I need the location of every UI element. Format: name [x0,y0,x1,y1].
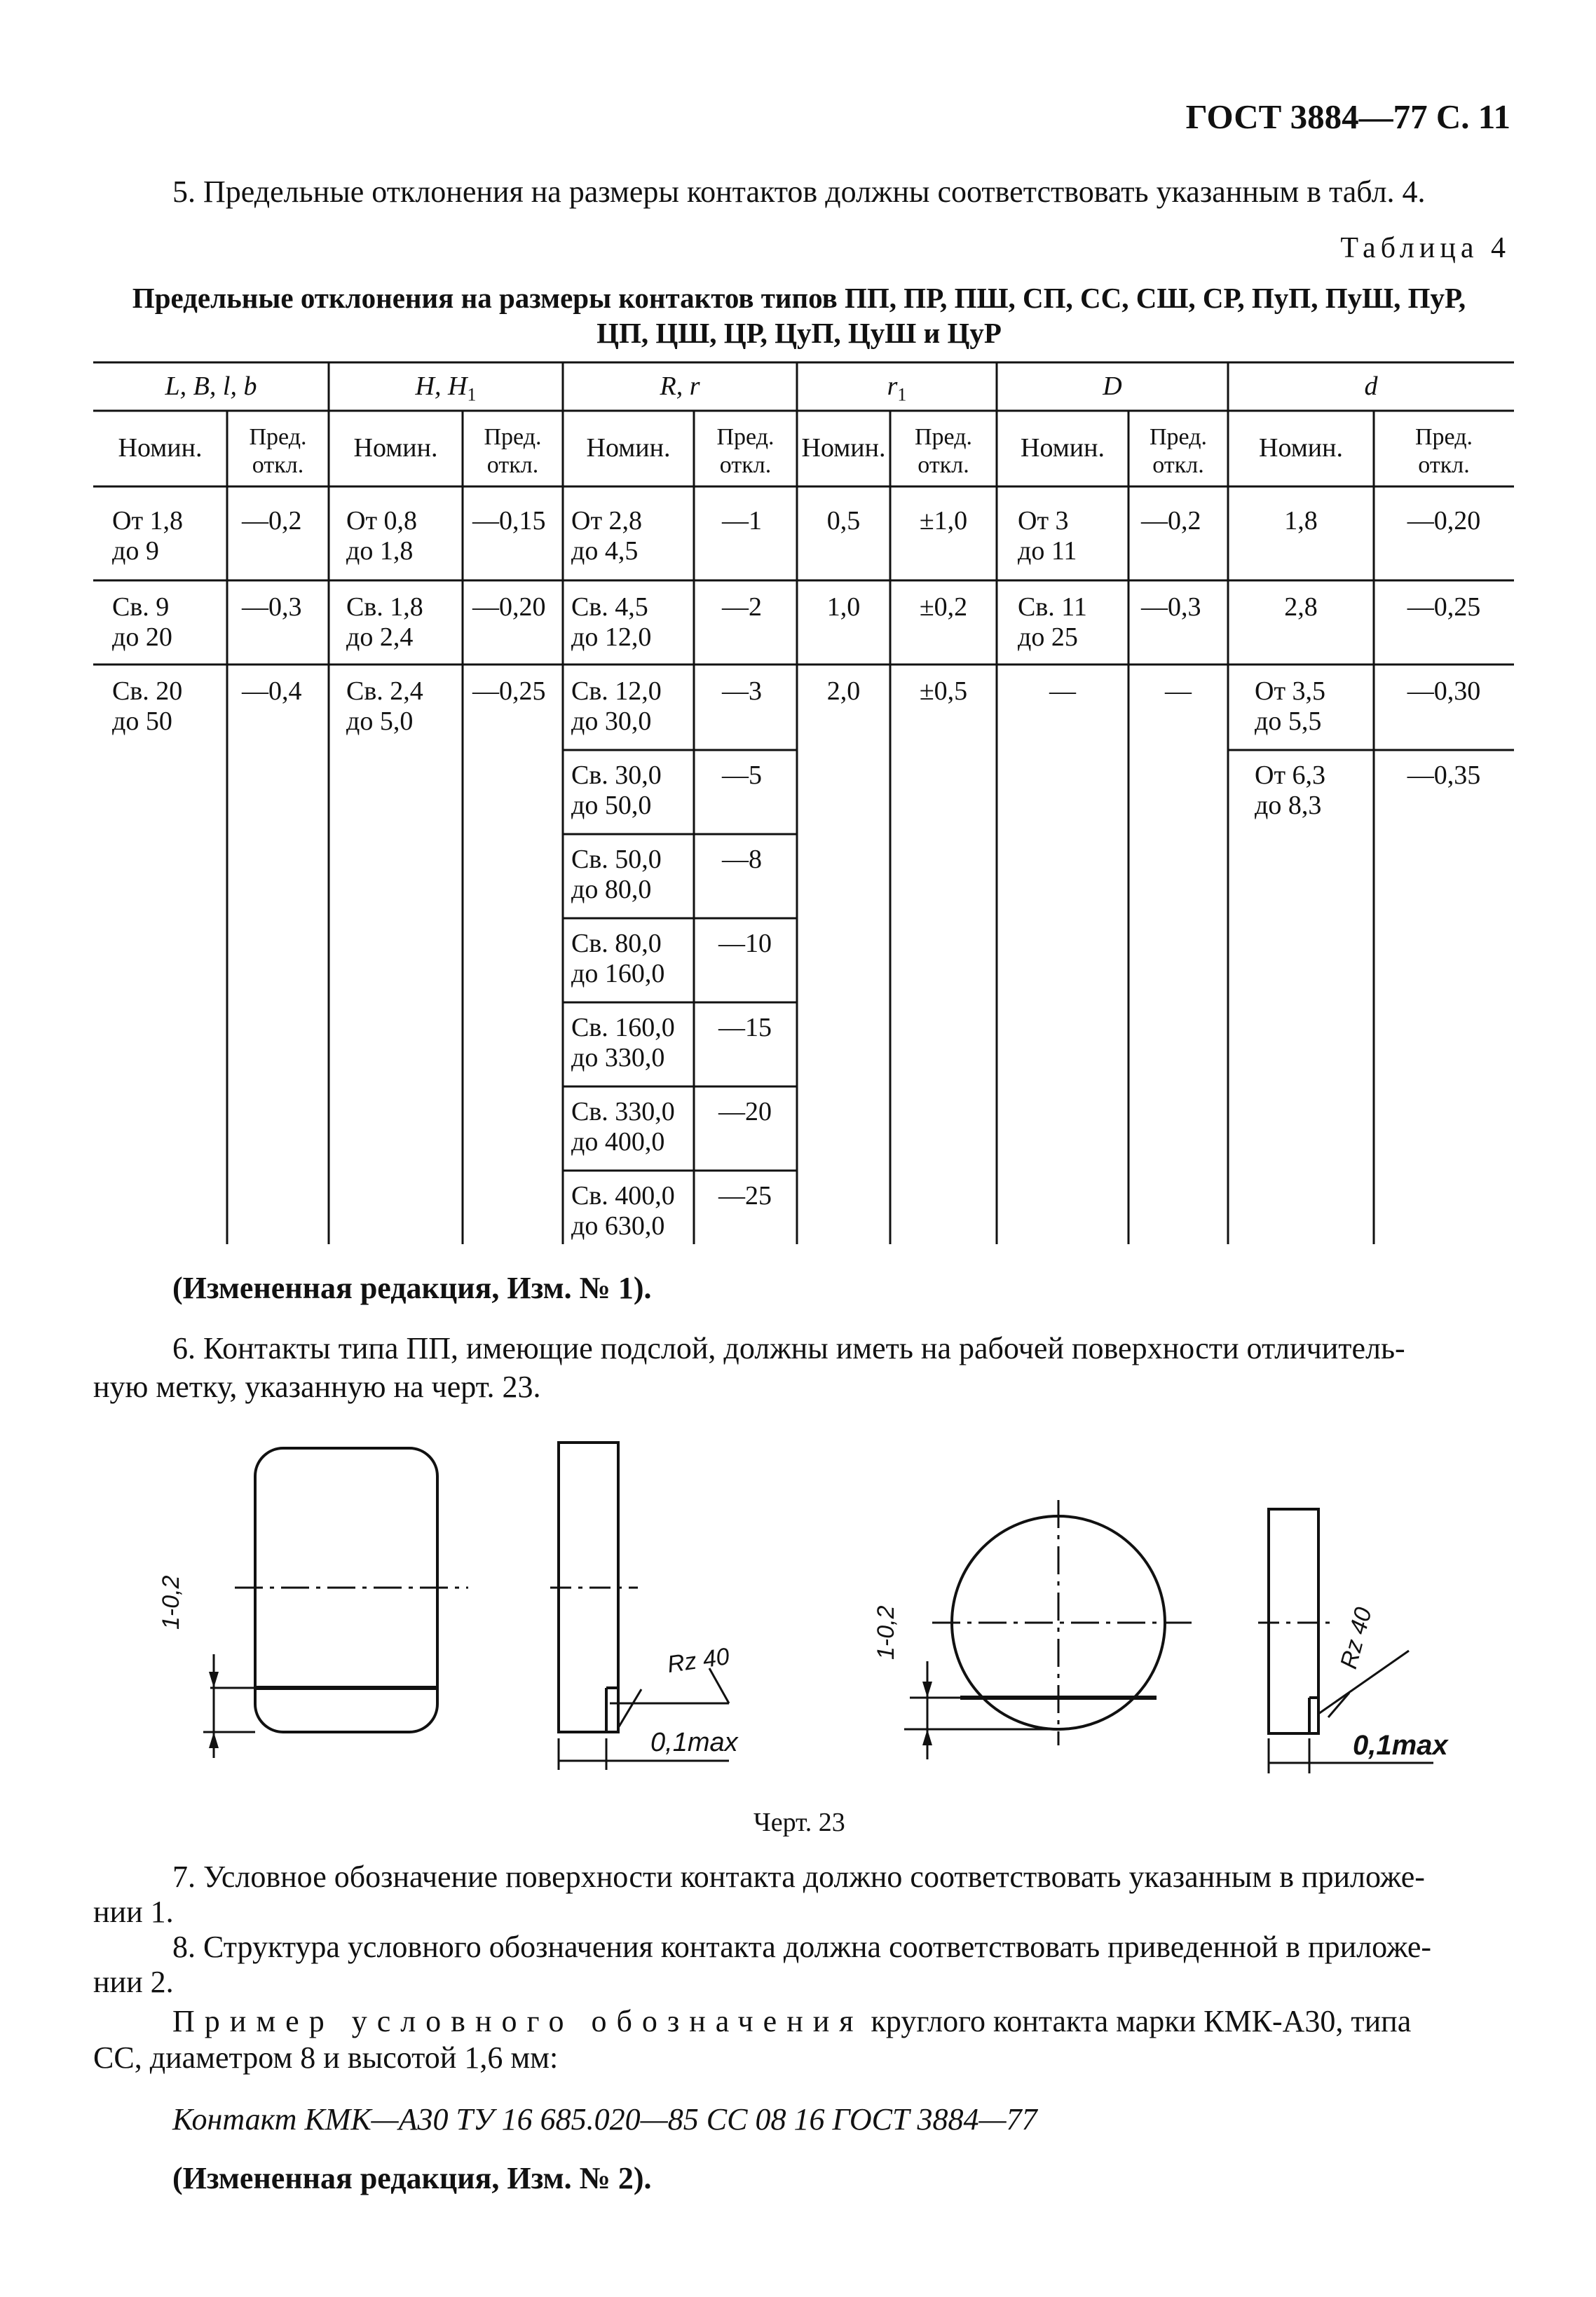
table-cell: —15 [718,1013,772,1042]
table-cell: Св. 4,5 до 12,0 [571,592,652,652]
paragraph-6-line-1: 6. Контакты типа ПП, имеющие подслой, должны иметь на рабочей поверхности отличитель- [172,1331,1405,1365]
table-cell: 2,8 [1284,592,1318,622]
paragraph-5: 5. Предельные отклонения на размеры контактов должны соответствовать указанным в табл. 4. [172,175,1426,209]
table-cell: Св. 11 до 25 [1018,592,1087,652]
table-cell: 1,8 [1284,506,1318,536]
subheader-nom: Номин. [1021,433,1105,463]
table-cell: —0,25 [1407,592,1481,622]
table-cell: Св. 160,0 до 330,0 [571,1013,675,1072]
example-spaced-label: Пример условного обозначения [172,2004,864,2038]
table-cell: От 1,8 до 9 [112,506,184,566]
table-cell: —0,35 [1407,761,1481,790]
table-cell: 0,5 [826,506,861,536]
header-r1: $r_1$ [887,372,907,405]
example-code: Контакт КМК—А30 ТУ 16 685.020—85 СС 08 16 ГОСТ 3884—77 [172,2102,1037,2136]
header-d: d [1364,372,1378,401]
table-cell: Св. 50,0 до 80,0 [571,845,662,904]
edit-note-2: (Измененная редакция, Изм. № 2). [172,2161,652,2195]
header-L-B-l-b: L, B, l, b [165,372,257,401]
table-cell: 2,0 [826,676,861,706]
roughness-label-right: Rz 40 [1335,1604,1377,1672]
drawing-caption: Черт. 23 [753,1808,845,1837]
subheader-dev: Пред. откл. [1150,424,1207,478]
subheader-nom: Номин. [1259,433,1343,463]
table-cell: ±0,5 [919,676,968,706]
subheader-dev: Пред. откл. [716,424,775,478]
table-title-line-1: Предельные отклонения на размеры контактов типов ПП, ПР, ПШ, СП, СС, СШ, СР, ПуП, ПуШ, ПуР, [132,282,1466,314]
table-cell: —1 [722,506,762,536]
table-cell: Св. 400,0 до 630,0 [571,1181,675,1241]
table-cell: —0,25 [472,676,546,706]
subheader-nom: Номин. [586,433,671,463]
table-cell: 1,0 [826,592,861,622]
subheader-dev: Пред. откл. [249,424,307,478]
subheader-dev: Пред. откл. [1415,424,1473,478]
table-cell: —0,2 [242,506,302,536]
table-cell: От 3 до 11 [1018,506,1077,566]
subheader-dev: Пред. откл. [915,424,972,478]
edit-note-1: (Измененная редакция, Изм. № 1). [172,1271,652,1305]
subheader-nom: Номин. [118,433,203,463]
paragraph-7-line-1: 7. Условное обозначение поверхности контакта должно соответствовать указанным в приложе- [172,1860,1425,1894]
table-cell: —5 [722,761,762,790]
paragraph-8-line-1: 8. Структура условного обозначения контакта должна соответствовать приведенной в приложе- [172,1930,1432,1964]
table-cell: —0,20 [472,592,546,622]
contact-side-view-rect-2 [1269,1509,1318,1733]
max-label-left: 0,1max [650,1728,738,1757]
table-cell: — [1165,676,1192,706]
dimension-label-left: 1-0,2 [158,1575,184,1630]
table-cell: Св. 80,0 до 160,0 [571,929,665,988]
table-cell: —0,15 [472,506,546,536]
table-cell: От 6,3 до 8,3 [1255,761,1326,820]
table-cell: —0,3 [1141,592,1201,622]
header-D: D [1103,372,1122,401]
table-cell: —2 [722,592,762,622]
table-cell: —25 [718,1181,772,1211]
table-cell: —3 [722,676,762,706]
table-cell: ±0,2 [919,592,968,622]
dimension-label-right: 1-0,2 [873,1605,899,1660]
table-cell: —0,4 [242,676,302,706]
paragraph-8-line-2: нии 2. [93,1965,174,1999]
table-cell: —10 [718,929,772,958]
table-cell: — [1049,676,1076,706]
table-cell: Св. 9 до 20 [112,592,172,652]
table-cell: —0,3 [242,592,302,622]
table-cell: Св. 20 до 50 [112,676,183,736]
subheader-nom: Номин. [801,433,886,463]
table-cell: Св. 1,8 до 2,4 [346,592,423,652]
table-cell: Св. 12,0 до 30,0 [571,676,662,736]
subheader-dev: Пред. откл. [484,424,542,478]
table-cell: —0,20 [1407,506,1481,536]
example-line-2: СС, диаметром 8 и высотой 1,6 мм: [93,2040,559,2075]
max-label-right: 0,1max [1353,1730,1448,1761]
table-title-line-2: ЦП, ЦШ, ЦР, ЦуП, ЦуШ и ЦуР [596,317,1002,349]
table-cell: ±1,0 [919,506,968,536]
table-cell: Св. 30,0 до 50,0 [571,761,662,820]
table-cell: —0,30 [1407,676,1481,706]
table-cell: —20 [718,1097,772,1126]
table-cell: —8 [722,845,762,874]
header-H-H1: H, $H_1$ [415,372,477,405]
table-cell: —0,2 [1141,506,1201,536]
table-cell: От 2,8 до 4,5 [571,506,643,566]
header-R-r: R, r [660,372,700,401]
paragraph-7-line-2: нии 1. [93,1895,174,1929]
table-cell: Св. 2,4 до 5,0 [346,676,423,736]
roughness-label-left: Rz 40 [665,1643,731,1679]
table-cell: От 0,8 до 1,8 [346,506,418,566]
table-cell: От 3,5 до 5,5 [1255,676,1326,736]
table-number: Таблица 4 [1340,232,1510,264]
subheader-nom: Номин. [353,433,438,463]
paragraph-6-line-2: ную метку, указанную на черт. 23. [93,1370,541,1404]
page-header: ГОСТ 3884—77 С. 11 [1185,97,1510,136]
example-line-1: Пример условного обозначения круглого контакта марки КМК-А30, типа [172,2004,1412,2038]
table-cell: Св. 330,0 до 400,0 [571,1097,675,1157]
